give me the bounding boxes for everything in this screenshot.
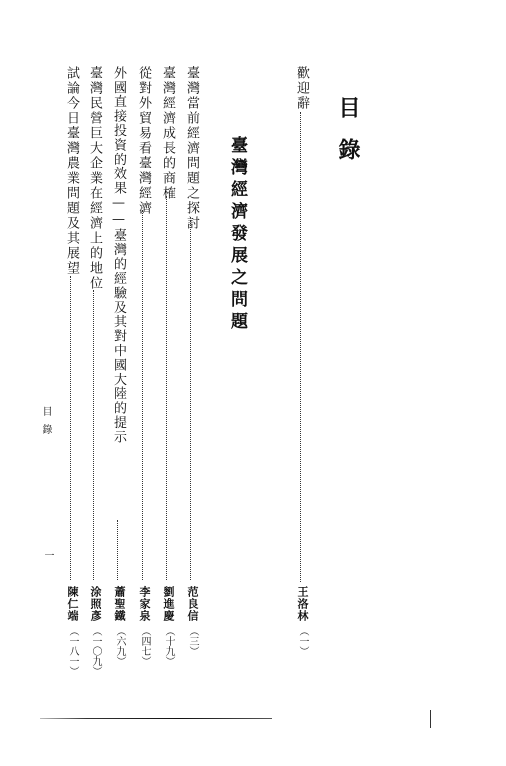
welcome-entry <box>294 0 310 766</box>
entry-title: 臺灣民營巨大企業在經濟上的地位 <box>87 66 102 291</box>
running-head: 目錄 <box>40 406 51 442</box>
entry-title: 外國直接投資的效果——臺灣的經驗及其對中國大陸的提示 <box>111 66 126 445</box>
toc-entry <box>111 0 127 766</box>
dot-leader <box>93 290 94 580</box>
entry-author: 涂照彥 <box>89 586 102 622</box>
toc-entry <box>160 0 176 766</box>
welcome-title: 歡迎辭 <box>294 66 309 111</box>
dot-leader <box>300 112 301 582</box>
dot-leader <box>70 276 71 580</box>
entry-title: 試論今日臺灣農業問題及其展望 <box>64 66 79 276</box>
welcome-author: 王洛林 <box>296 586 309 622</box>
entry-author: 陳仁端 <box>66 586 79 622</box>
entry-page: （一〇九） <box>90 626 101 676</box>
dot-leader <box>190 220 191 580</box>
entry-page: （六九） <box>114 626 125 666</box>
entry-author: 劉進慶 <box>162 586 175 622</box>
entry-title: 臺灣經濟成長的商榷 <box>160 66 175 201</box>
entry-page: （十九） <box>163 626 174 666</box>
toc-entry <box>184 0 200 766</box>
toc-entry <box>64 0 80 766</box>
dot-leader <box>142 210 143 580</box>
page-number: 一 <box>42 550 53 560</box>
toc-entry <box>136 0 152 766</box>
section-title: 臺灣經濟發展之問題 <box>227 136 247 334</box>
contents-heading: 目錄 <box>335 96 361 180</box>
toc-entry <box>87 0 103 766</box>
dot-leader <box>166 196 167 580</box>
welcome-page: （一） <box>297 626 308 656</box>
entry-author: 蕭聖鐵 <box>113 586 126 622</box>
scan-mark <box>430 710 431 728</box>
entry-page: （三） <box>187 626 198 656</box>
entry-author: 范良信 <box>186 586 199 622</box>
dot-leader <box>117 520 118 580</box>
entry-page: （四七） <box>139 626 150 666</box>
entry-author: 李家泉 <box>138 586 151 622</box>
scan-line <box>40 718 272 719</box>
entry-title: 從對外貿易看臺灣經濟 <box>136 66 151 216</box>
entry-page: （一八一） <box>67 626 78 676</box>
entry-title: 臺灣當前經濟問題之探討 <box>184 66 199 231</box>
